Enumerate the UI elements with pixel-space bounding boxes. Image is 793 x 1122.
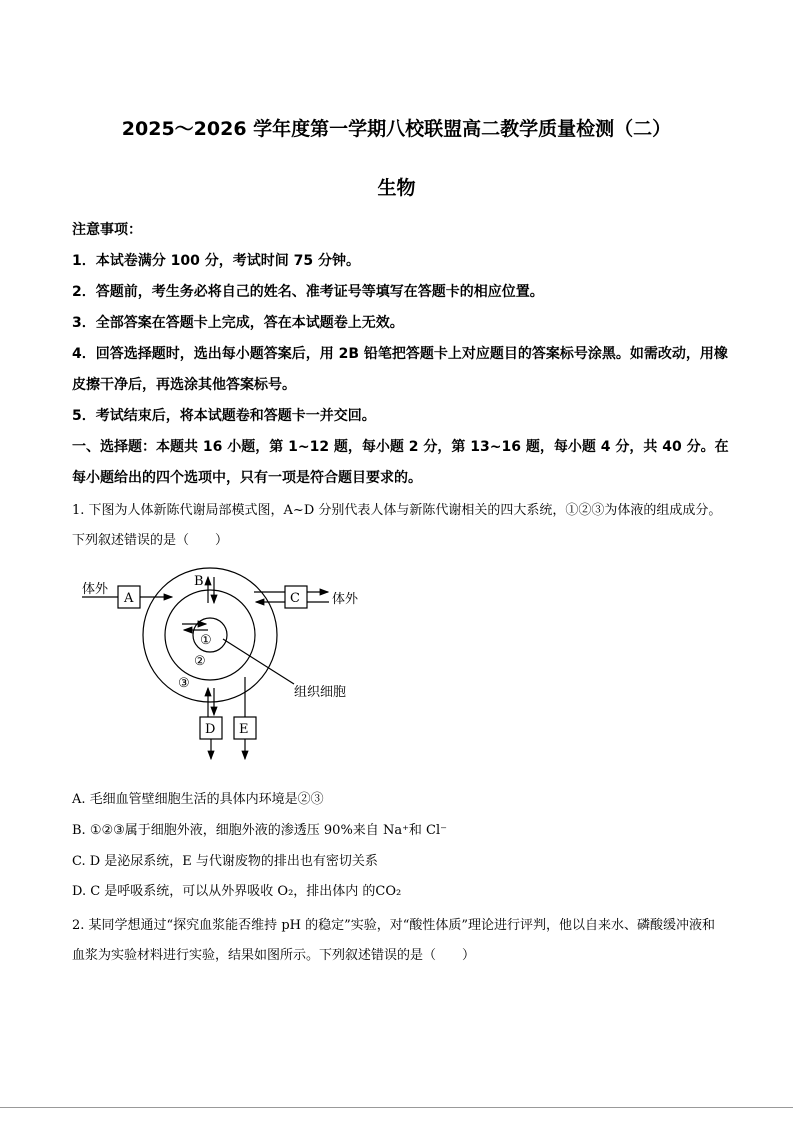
system-c-label: C [290,591,300,606]
option-d: D. C 是呼吸系统，可以从外界吸收 O₂，排出体内 的CO₂ [72,884,402,899]
system-a-label: A [124,591,134,606]
exam-title: 2025～2026 学年度第一学期八校联盟高二教学质量检测（二） [121,118,672,140]
metabolism-diagram [78,565,368,770]
system-d-label: D [205,722,216,737]
outside-left-label: 体外 [82,582,109,597]
system-b-label: B [194,574,204,589]
note-item: 4．回答选择题时，选出每小题答案后，用 2B 铅笔把答题卡上对应题目的答案标号涂黑。如需改动，用橡皮擦干净后，再选涂其他答案标号。 [72,346,728,393]
question-2-stem: 2. 某同学想通过“探究血浆能否维持 pH 的稳定”实验，对“酸性体质”理论进行评判，他以自来水、磷酸缓冲液和血浆为实验材料进行实验，结果如图所示。下列叙述错误的是（ ） [72,918,716,963]
note-item: 3．全部答案在答题卡上完成，答在本试题卷上无效。 [72,315,404,331]
note-item: 1．本试卷满分 100 分，考试时间 75 分钟。 [72,253,360,269]
notes-heading: 注意事项： [72,222,142,238]
page-bottom-divider [0,1107,793,1108]
fluid-2-label: ② [194,654,206,669]
tissue-cell-label: 组织细胞 [294,685,347,700]
fluid-3-label: ③ [178,676,190,691]
fluid-1-label: ① [200,633,212,648]
option-a: A. 毛细血管壁细胞生活的具体内环境是②③ [72,792,324,807]
note-item: 5．考试结束后，将本试题卷和答题卡一并交回。 [72,408,376,424]
section-heading: 一、选择题：本题共 16 小题，第 1~12 题，每小题 2 分，第 13~16 题，每小题 4 分，共 40 分。在每小题给出的四个选项中，只有一项是符合题目要求的。 [72,439,729,486]
outside-right-label: 体外 [332,592,359,607]
option-b: B. ①②③属于细胞外液，细胞外液的渗透压 90%来自 Na⁺和 Cl⁻ [72,823,448,838]
system-e-label: E [239,722,249,737]
note-item: 2．答题前，考生务必将自己的姓名、准考证号等填写在答题卡的相应位置。 [72,284,544,300]
subject-title: 生物 [377,177,416,199]
option-c: C. D 是泌尿系统，E 与代谢废物的排出也有密切关系 [72,854,378,869]
question-1-stem: 1. 下图为人体新陈代谢局部模式图，A~D 分别代表人体与新陈代谢相关的四大系统，①②③为体液的组成成分。下列叙述错误的是（ ） [72,503,722,548]
